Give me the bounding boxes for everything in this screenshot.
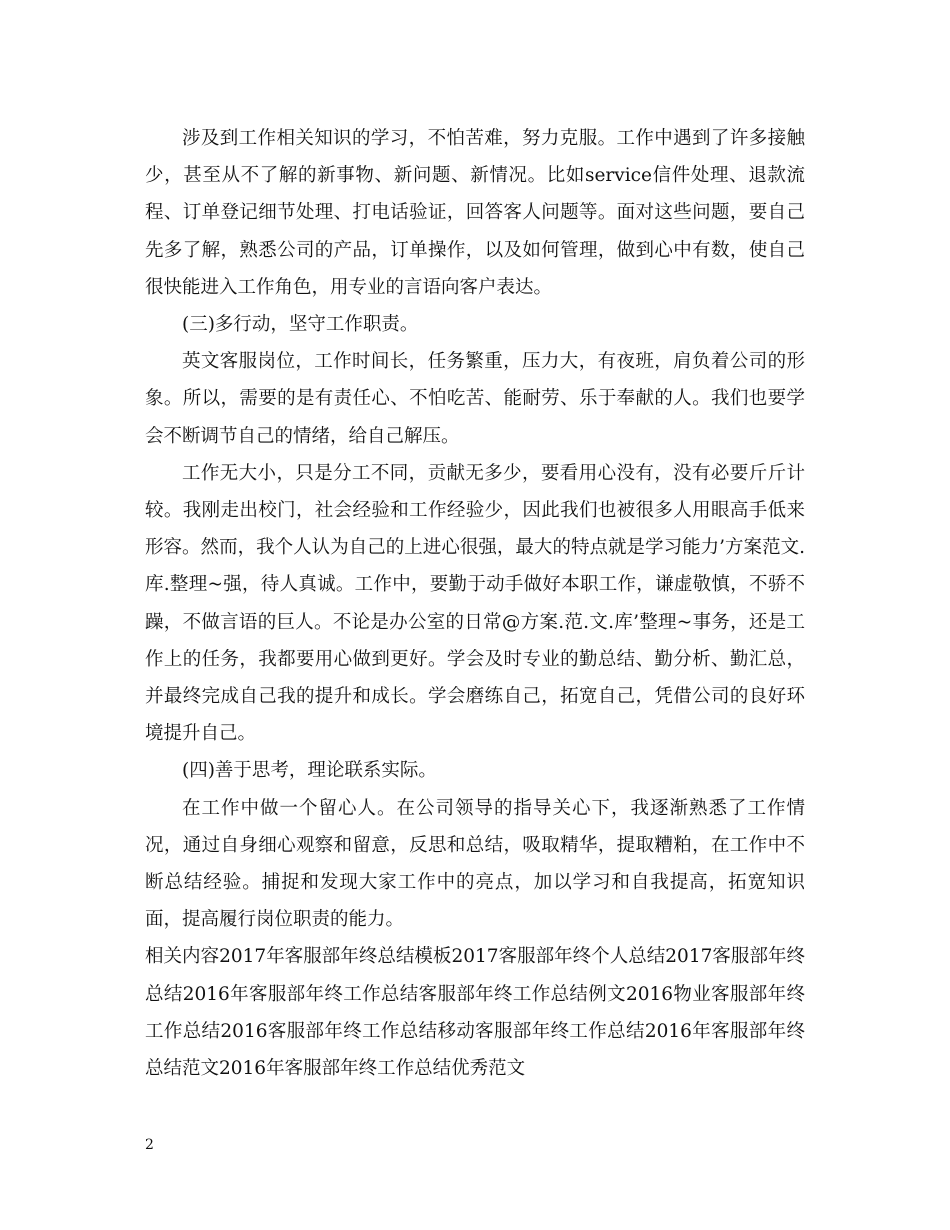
page-number: 2 bbox=[145, 1137, 154, 1153]
paragraph-work-attitude: 工作无大小，只是分工不同，贡献无多少，要看用心没有，没有必要斤斤计较。我刚走出校门，社会经验和工作经验少，因此我们也被很多人用眼高手低来形容。然而，我个人认为自己的上进心很强，最大的特点就是学习能力’方案范文.库.整理~强，待人真诚。工作中，要勤于动手做好本职工作，谦虚敬慎，不骄不躁，不做言语的巨人。不论是办公室的日常@方案.范.文.库’整理~事务，还是工作上的任务，我都要用心做到更好。学会及时专业的勤总结、勤分析、勤汇总，并最终完成自己我的提升和成长。学会磨练自己，拓宽自己，凭借公司的良好环境提升自己。 bbox=[145, 462, 805, 745]
related-content: 相关内容2017年客服部年终总结模板2017客服部年终个人总结2017客服部年终总结2016年客服部年终工作总结客服部年终工作总结例文2016物业客服部年终工作总结2016客服部年终工作总结移动客服部年终工作总结2016年客服部年终总结范文2016年客服部年终工作总结优秀范文 bbox=[145, 946, 805, 1080]
paragraph-thinking-practice: 在工作中做一个留心人。在公司领导的指导关心下，我逐渐熟悉了工作情况，通过自身细心观察和留意，反思和总结，吸取精华，提取糟粕，在工作中不断总结经验。捕捉和发现大家工作中的亮点，加以学习和自我提高，拓宽知识面，提高履行岗位职责的能力。 bbox=[145, 797, 805, 931]
section-heading-four: (四)善于思考，理论联系实际。 bbox=[182, 760, 437, 782]
section-heading-three: (三)多行动，坚守工作职责。 bbox=[182, 314, 419, 336]
document-body bbox=[145, 120, 805, 1087]
paragraph-english-service: 英文客服岗位，工作时间长，任务繁重，压力大，有夜班，肩负着公司的形象。所以，需要的是有责任心、不怕吃苦、能耐劳、乐于奉献的人。我们也要学会不断调节自己的情绪，给自己解压。 bbox=[145, 351, 805, 447]
paragraph-knowledge-learning: 涉及到工作相关知识的学习，不怕苦难，努力克服。工作中遇到了许多接触少，甚至从不了解的新事物、新问题、新情况。比如service信件处理、退款流程、订单登记细节处理、打电话验证，回答客人问题等。面对这些问题，要自己先多了解，熟悉公司的产品，订单操作，以及如何管理，做到心中有数，使自己很快能进入工作角色，用专业的言语向客户表达。 bbox=[145, 128, 805, 298]
